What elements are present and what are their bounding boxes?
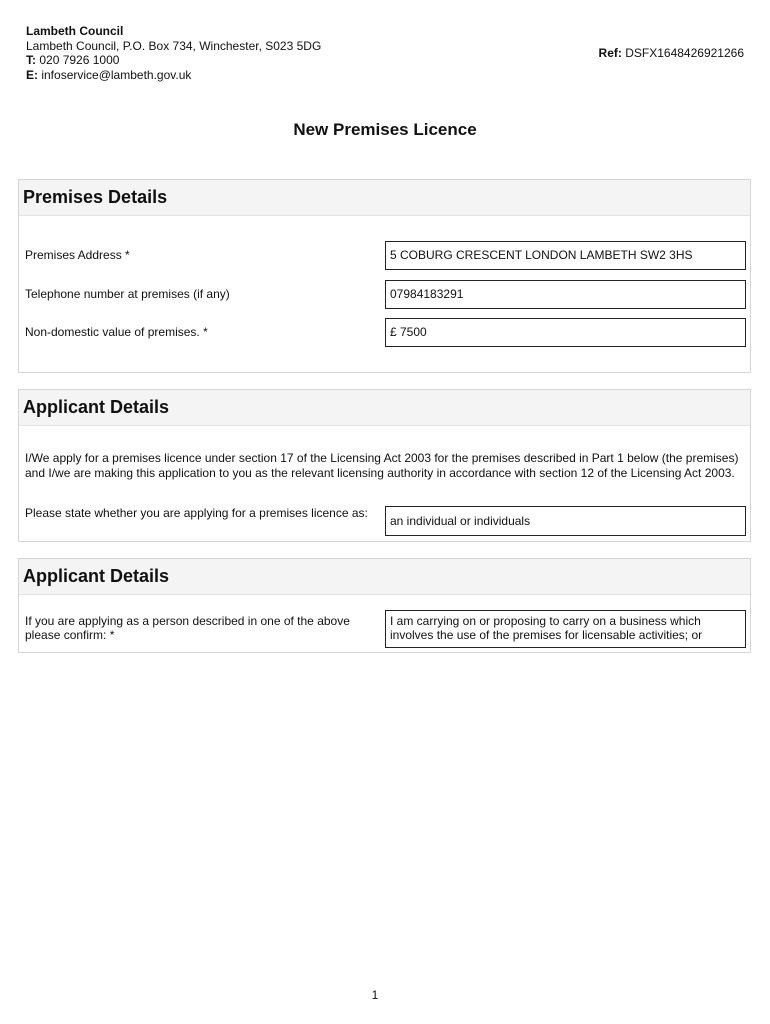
applicant-details-section-1 bbox=[18, 389, 751, 542]
premises-address-label: Premises Address * bbox=[25, 248, 130, 262]
applying-as-field[interactable]: an individual or individuals bbox=[385, 506, 746, 536]
council-name: Lambeth Council bbox=[26, 24, 124, 38]
application-statement: I/We apply for a premises licence under section 17 of the Licensing Act 2003 for the premises described in Part 1 below (the premises) and I/we are making this application to you as the relevant licensing authority in accordance with section 12 of the Licensing Act 2003. bbox=[25, 451, 739, 480]
council-phone-line bbox=[26, 53, 321, 68]
council-email: infoservice@lambeth.gov.uk bbox=[41, 67, 192, 82]
premises-value-field[interactable]: £ 7500 bbox=[385, 318, 746, 347]
premises-details-heading: Premises Details bbox=[19, 180, 750, 216]
document-title: New Premises Licence bbox=[293, 120, 477, 139]
premises-details-section bbox=[18, 179, 751, 373]
premises-phone-label: Telephone number at premises (if any) bbox=[25, 287, 230, 301]
confirm-status-field[interactable]: I am carrying on or proposing to carry on a business which involves the use of the premises for licensable activities; or bbox=[385, 610, 746, 648]
confirm-status-label: If you are applying as a person described in one of the above please confirm: * bbox=[25, 614, 350, 642]
council-address: Lambeth Council, P.O. Box 734, Winchester, S023 5DG bbox=[26, 38, 322, 53]
applying-as-label: Please state whether you are applying for a premises licence as: bbox=[25, 506, 368, 520]
premises-address-field[interactable]: 5 COBURG CRESCENT LONDON LAMBETH SW2 3HS bbox=[385, 241, 746, 270]
council-phone: 020 7926 1000 bbox=[39, 53, 120, 67]
reference-prefix: Ref: bbox=[598, 46, 622, 60]
page-number: 1 bbox=[371, 988, 379, 1002]
council-contact-block bbox=[26, 24, 321, 82]
reference-number: DSFX1648426921266 bbox=[625, 46, 744, 60]
council-email-line bbox=[26, 68, 321, 83]
applicant-details-heading-1: Applicant Details bbox=[19, 390, 750, 426]
email-prefix: E: bbox=[26, 67, 38, 82]
reference-line bbox=[599, 46, 744, 60]
phone-prefix: T: bbox=[26, 53, 36, 67]
premises-phone-field[interactable]: 07984183291 bbox=[385, 280, 746, 309]
applicant-details-section-2 bbox=[18, 558, 751, 653]
premises-value-label: Non-domestic value of premises. * bbox=[25, 325, 208, 339]
applicant-details-heading-2: Applicant Details bbox=[19, 559, 750, 595]
